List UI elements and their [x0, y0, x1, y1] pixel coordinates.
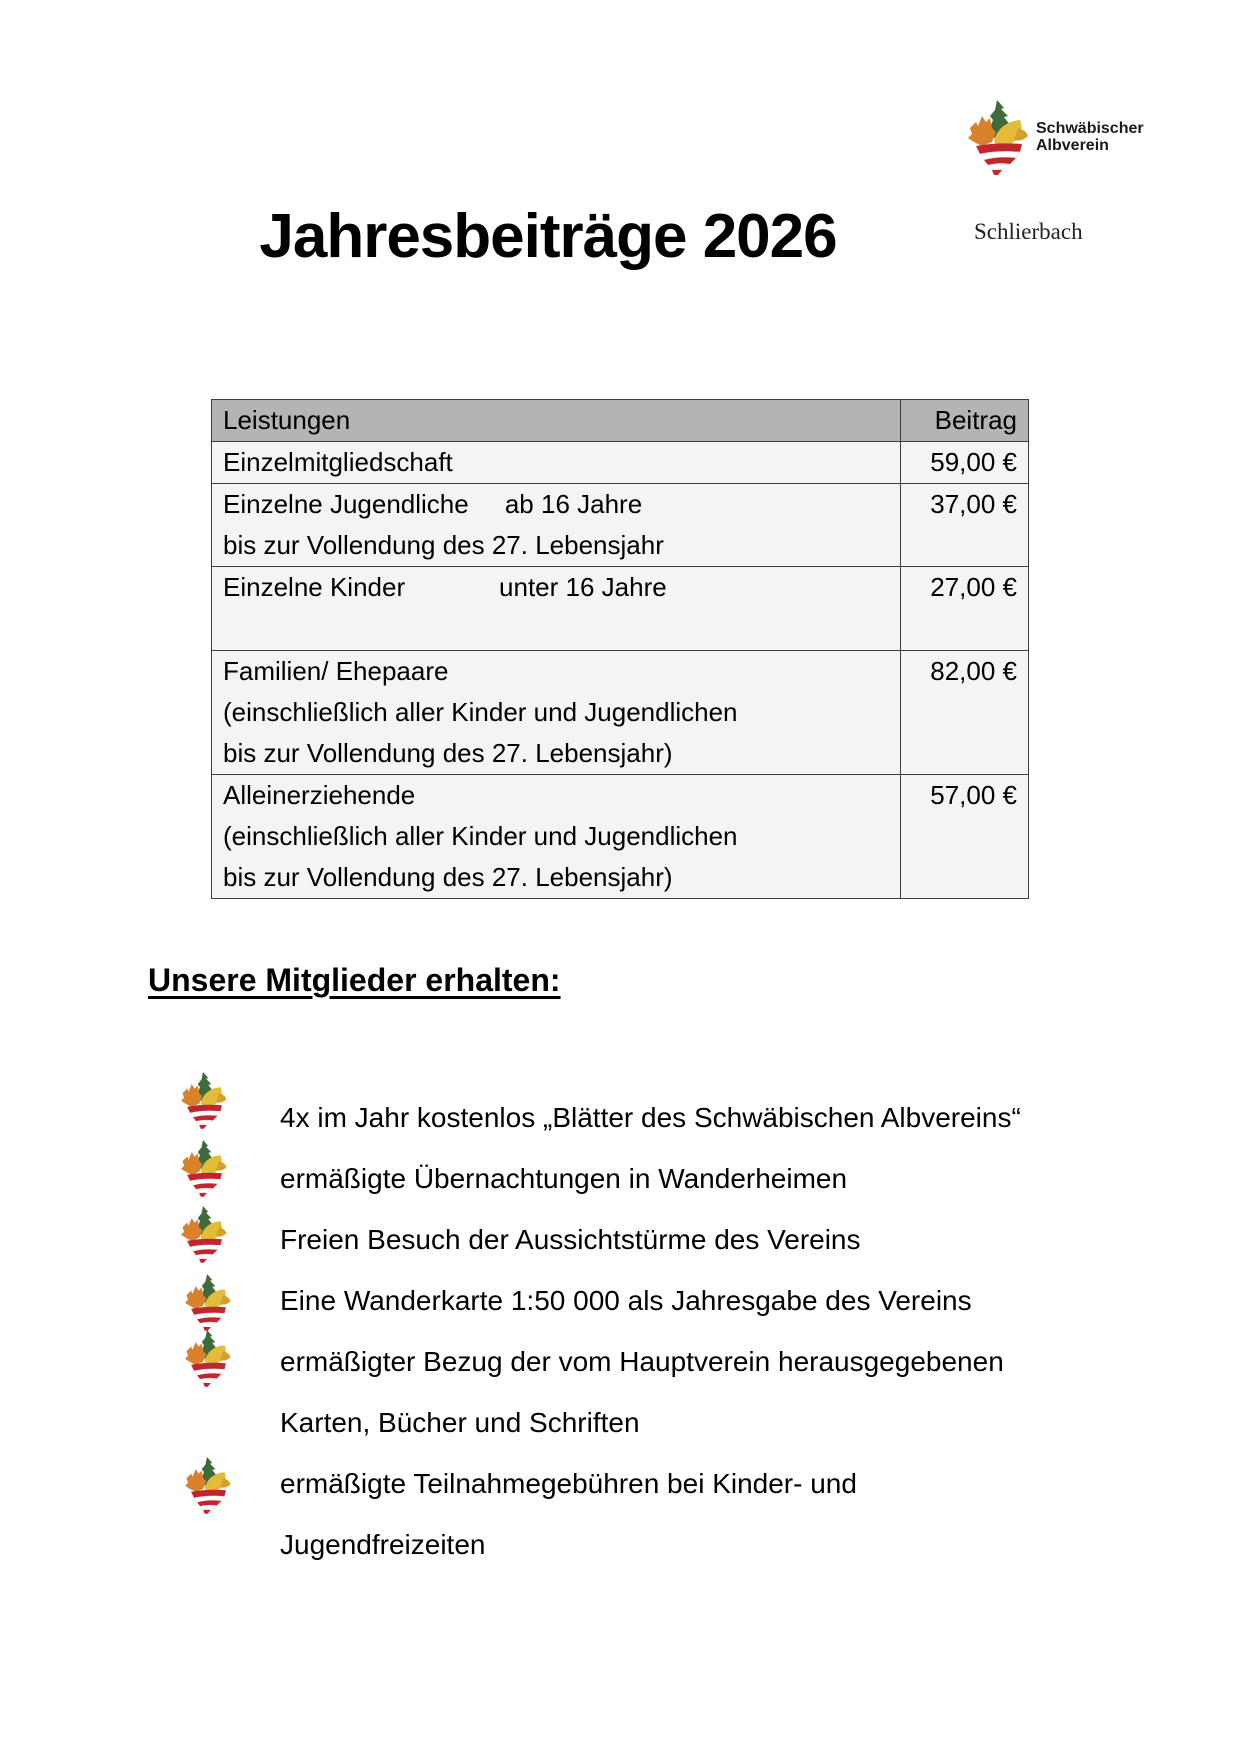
service-line: Familien/ Ehepaare [223, 656, 449, 686]
table-row [212, 775, 1029, 899]
service-cell [212, 651, 901, 775]
fee-cell: 27,00 € [901, 567, 1029, 651]
logo-line-1: Schwäbischer [1036, 120, 1144, 137]
logo-line-2: Albverein [1036, 137, 1109, 154]
benefit-item: Eine Wanderkarte 1:50 000 als Jahresgabe des Vereins [280, 1285, 972, 1316]
albverein-logo-icon [964, 98, 1030, 176]
service-line: bis zur Vollendung des 27. Lebensjahr [223, 530, 664, 560]
benefit-item: Freien Besuch der Aussichtstürme des Vereins [280, 1224, 861, 1255]
albverein-leaf-bullet-icon [178, 1204, 228, 1264]
service-cell [212, 775, 901, 899]
table-row [212, 567, 1029, 651]
table-row [212, 442, 1029, 484]
service-line: Einzelmitgliedschaft [223, 447, 453, 477]
benefit-item: 4x im Jahr kostenlos „Blätter des Schwäbischen Albvereins“ [280, 1102, 1021, 1133]
fee-cell: 57,00 € [901, 775, 1029, 899]
albverein-leaf-bullet-icon [182, 1328, 232, 1388]
table-header-row [212, 400, 1029, 442]
logo-wordmark [1036, 120, 1144, 154]
albverein-leaf-bullet-icon [182, 1455, 232, 1515]
table-row [212, 651, 1029, 775]
location-label: Schlierbach [974, 219, 1083, 244]
benefits-heading: Unsere Mitglieder erhalten: [148, 962, 561, 998]
fee-cell: 82,00 € [901, 651, 1029, 775]
column-header-services: Leistungen [212, 400, 901, 442]
table-row [212, 484, 1029, 567]
service-line: Einzelne Kinder unter 16 Jahre [223, 572, 667, 602]
service-line: Alleinerziehende [223, 780, 416, 810]
service-line: bis zur Vollendung des 27. Lebensjahr) [223, 862, 673, 892]
albverein-leaf-bullet-icon [182, 1272, 232, 1332]
fee-cell: 37,00 € [901, 484, 1029, 567]
albverein-leaf-bullet-icon [178, 1070, 228, 1130]
service-line: (einschließlich aller Kinder und Jugendlichen [223, 821, 738, 851]
benefit-item: ermäßigte Übernachtungen in Wanderheimen [280, 1163, 848, 1194]
benefit-item: ermäßigter Bezug der vom Hauptverein herausgegebenen [280, 1346, 1004, 1377]
benefit-item-continuation: Karten, Bücher und Schriften [280, 1407, 640, 1438]
fee-cell: 59,00 € [901, 442, 1029, 484]
service-cell [212, 442, 901, 484]
column-header-fee: Beitrag [901, 400, 1029, 442]
service-line: Einzelne Jugendliche ab 16 Jahre [223, 489, 643, 519]
service-line: bis zur Vollendung des 27. Lebensjahr) [223, 738, 673, 768]
albverein-leaf-bullet-icon [178, 1138, 228, 1198]
page-title: Jahresbeiträge 2026 [259, 202, 837, 271]
fees-table [211, 399, 1029, 899]
benefit-item: ermäßigte Teilnahmegebühren bei Kinder- und [280, 1468, 857, 1499]
service-cell [212, 484, 901, 567]
benefit-item-continuation: Jugendfreizeiten [280, 1529, 486, 1560]
service-line: (einschließlich aller Kinder und Jugendlichen [223, 697, 738, 727]
service-cell [212, 567, 901, 651]
